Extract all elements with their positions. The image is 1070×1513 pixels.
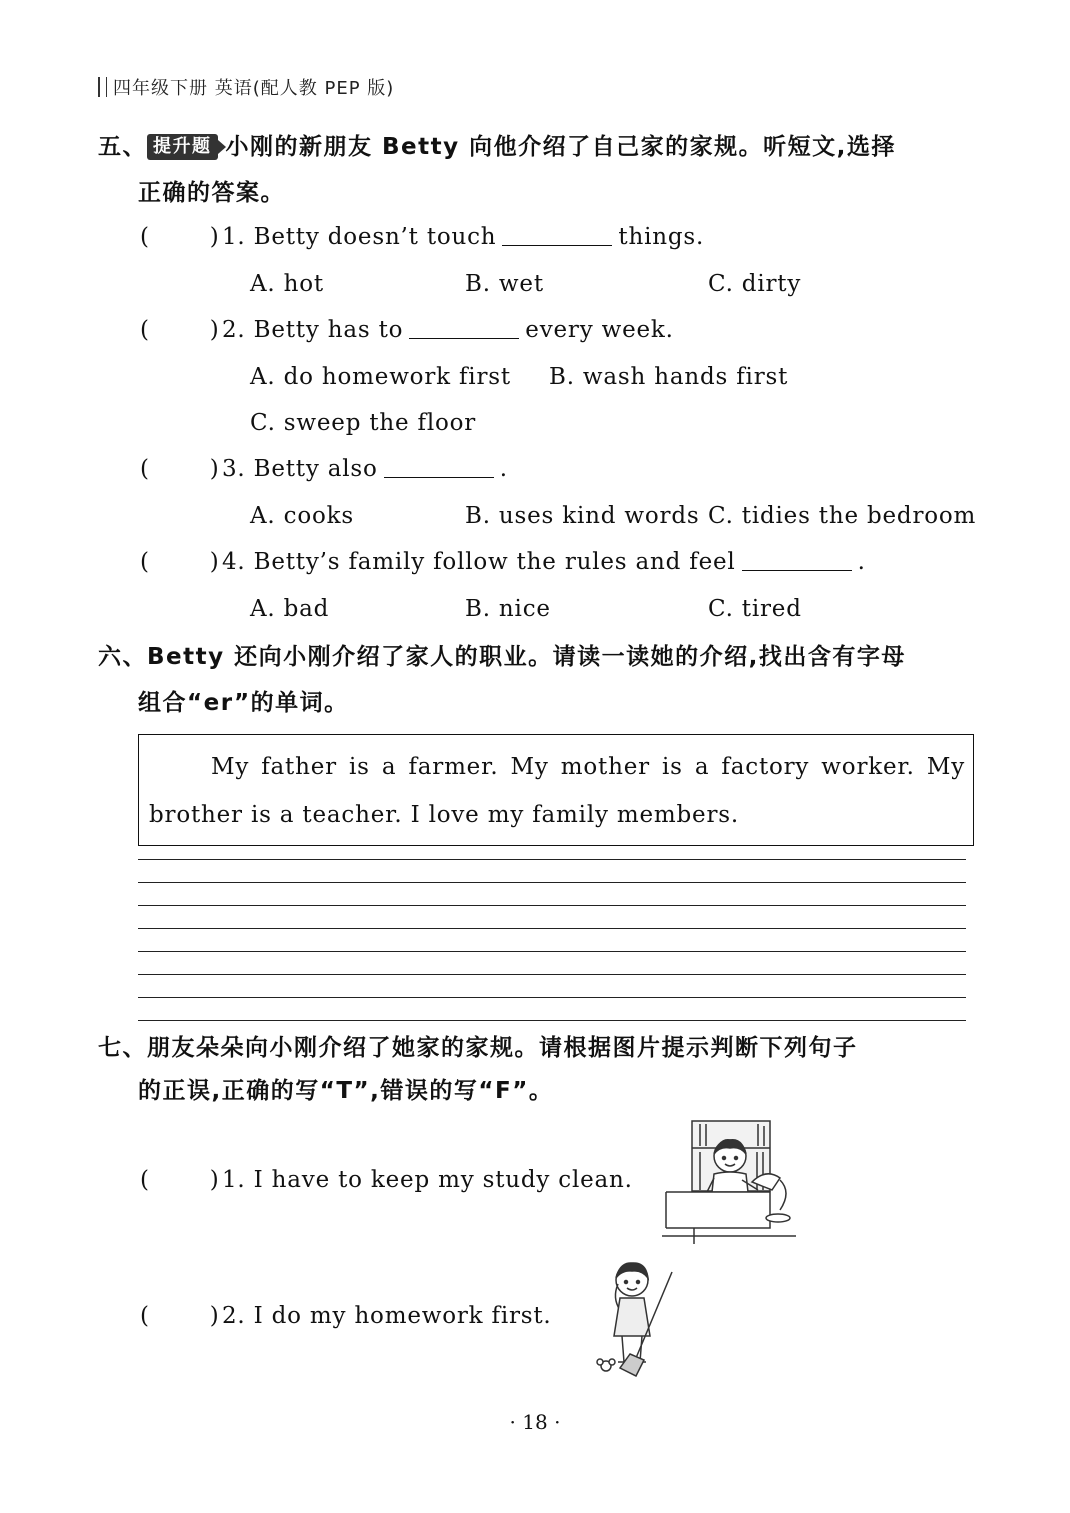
s7-question-1: ( ) 1. I have to keep my study clean. [140,1167,633,1193]
s5-q3-option-c: C. tidies the bedroom [708,503,977,529]
answer-blank[interactable] [384,459,494,478]
s5-q4-option-a: A. bad [250,596,330,622]
s5-q1-option-a: A. hot [250,271,324,297]
header-bars [98,77,107,97]
answer-paren[interactable]: ( ) [140,224,220,250]
writing-line[interactable] [138,951,966,952]
writing-line[interactable] [138,928,966,929]
section7-title-line2: 的正误,正确的写“T”,错误的写“F”。 [138,1078,554,1104]
s5-q4-option-b: B. nice [465,596,551,622]
s5-q2-option-c: C. sweep the floor [250,410,477,436]
answer-blank[interactable] [502,227,612,246]
page-number: · 18 · [509,1410,561,1434]
writing-line[interactable] [138,859,966,860]
section5-number: 五、 [98,134,147,160]
girl-cleaning-desk-illustration [662,1118,798,1248]
passage-box [138,734,974,846]
s5-question-3: ( ) 3. Betty also . [140,456,508,482]
section7-title: 七、朋友朵朵向小刚介绍了她家的家规。请根据图片提示判断下列句子 [98,1035,858,1061]
s5-q2-option-b: B. wash hands first [549,364,789,390]
section5-tag: 提升题 [147,134,218,160]
s5-q4-option-c: C. tired [708,596,802,622]
s5-question-1: ( ) 1. Betty doesn’t touch things. [140,224,705,250]
s5-q1-option-c: C. dirty [708,271,802,297]
answer-paren[interactable]: ( ) [140,456,220,482]
writing-line[interactable] [138,1020,966,1021]
passage-line-1: My father is a farmer. My mother is a factory worker. My [211,754,965,780]
passage-line-2: brother is a teacher. I love my family members. [149,802,739,828]
answer-paren[interactable]: ( ) [140,317,220,343]
s5-q3-option-b: B. uses kind words [465,503,700,529]
section6-title: 六、Betty 还向小刚介绍了家人的职业。请读一读她的介绍,找出含有字母 [98,644,906,670]
s5-q2-option-a: A. do homework first [250,364,511,390]
answer-paren[interactable]: ( ) [140,549,220,575]
answer-blank[interactable] [742,552,852,571]
s5-q3-option-a: A. cooks [250,503,354,529]
s5-question-2: ( ) 2. Betty has to every week. [140,317,674,343]
page-header [98,74,394,100]
answer-paren[interactable]: ( ) [140,1303,220,1329]
girl-sweeping-illustration [592,1258,684,1382]
section5-title [98,124,896,170]
writing-line[interactable] [138,997,966,998]
writing-line[interactable] [138,882,966,883]
section5-line1: 小刚的新朋友 Betty 向他介绍了自己家的家规。听短文,选择 [225,134,896,160]
s5-question-4: ( ) 4. Betty’s family follow the rules and feel . [140,549,866,575]
writing-line[interactable] [138,974,966,975]
section5-title-line2: 正确的答案。 [138,180,285,206]
header-text: 四年级下册 英语(配人教 PEP 版) [113,78,395,99]
section6-title-line2: 组合“er”的单词。 [138,690,349,716]
s5-q1-option-b: B. wet [465,271,544,297]
answer-blank[interactable] [409,320,519,339]
writing-line[interactable] [138,905,966,906]
s7-question-2: ( ) 2. I do my homework first. [140,1303,552,1329]
answer-paren[interactable]: ( ) [140,1167,220,1193]
